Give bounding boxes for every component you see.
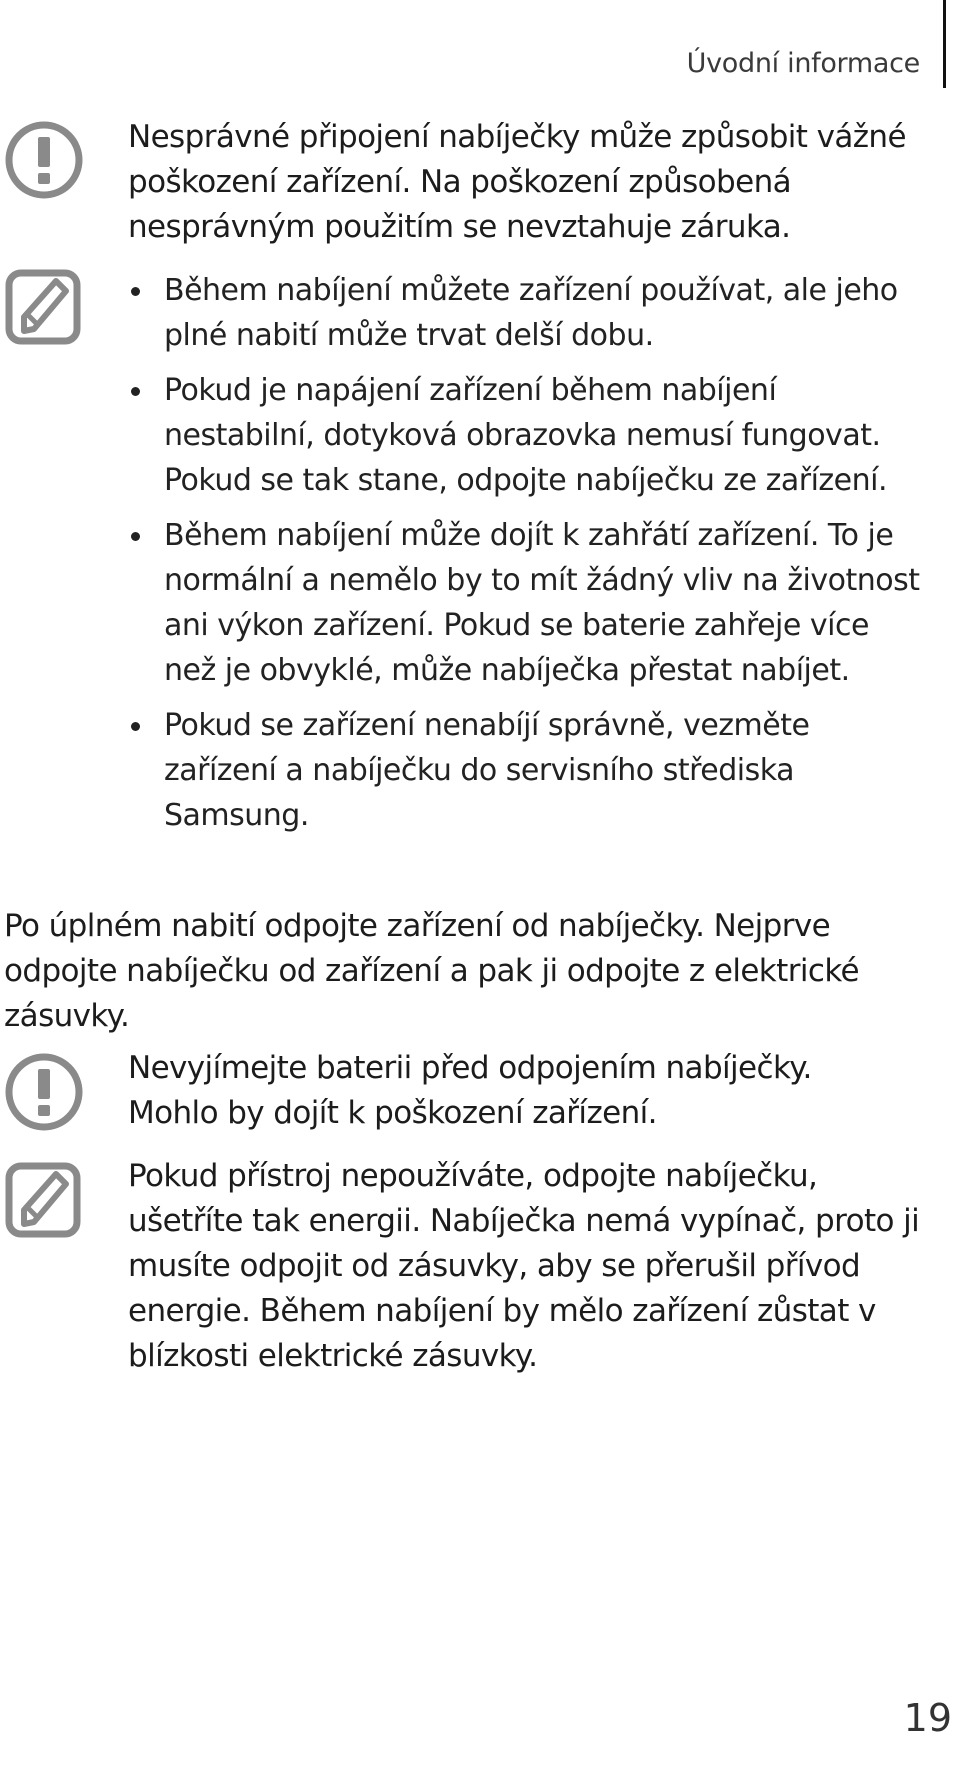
note-icon xyxy=(4,267,84,347)
warning-icon xyxy=(4,1052,84,1132)
warning-text: Nesprávné připojení nabíječky může způsobit vážné poškození zařízení. Na poškození způsobená nesprávným použitím se nevztahuje záruka. xyxy=(128,119,906,245)
note-icon xyxy=(4,1160,84,1240)
section-title: Úvodní informace xyxy=(686,48,920,79)
list-item: Pokud se zařízení nenabíjí správně, vezměte zařízení a nabíječku do servisního střediska Samsung. xyxy=(128,703,928,838)
list-item: Během nabíjení můžete zařízení používat, ale jeho plné nabití může trvat delší dobu. xyxy=(128,268,928,358)
note-bullet-list xyxy=(128,268,928,848)
warning-text: Nevyjímejte baterii před odpojením nabíječky. Mohlo by dojít k poškození zařízení. xyxy=(128,1050,812,1131)
warning-icon xyxy=(4,120,84,200)
body-paragraph: Po úplném nabití odpojte zařízení od nabíječky. Nejprve odpojte nabíječku od zařízení a pak ji odpojte z elektrické zásuvky. xyxy=(4,908,860,1034)
list-item: Během nabíjení může dojít k zahřátí zařízení. To je normální a nemělo by to mít žádný vliv na životnost ani výkon zařízení. Pokud se baterie zahřeje více než je obvyklé, může nabíječka přestat nabíjet. xyxy=(128,513,928,693)
list-item: Pokud je napájení zařízení během nabíjení nestabilní, dotyková obrazovka nemusí fungovat. Pokud se tak stane, odpojte nabíječku ze zařízení. xyxy=(128,368,928,503)
note-text: Pokud přístroj nepoužíváte, odpojte nabíječku, ušetříte tak energii. Nabíječka nemá vypínač, proto ji musíte odpojit od zásuvky, aby se přerušil přívod energie. Během nabíjení by mělo zařízení zůstat v blízkosti elektrické zásuvky. xyxy=(128,1158,920,1374)
header-rule xyxy=(943,0,946,88)
page-number: 19 xyxy=(903,1696,952,1740)
